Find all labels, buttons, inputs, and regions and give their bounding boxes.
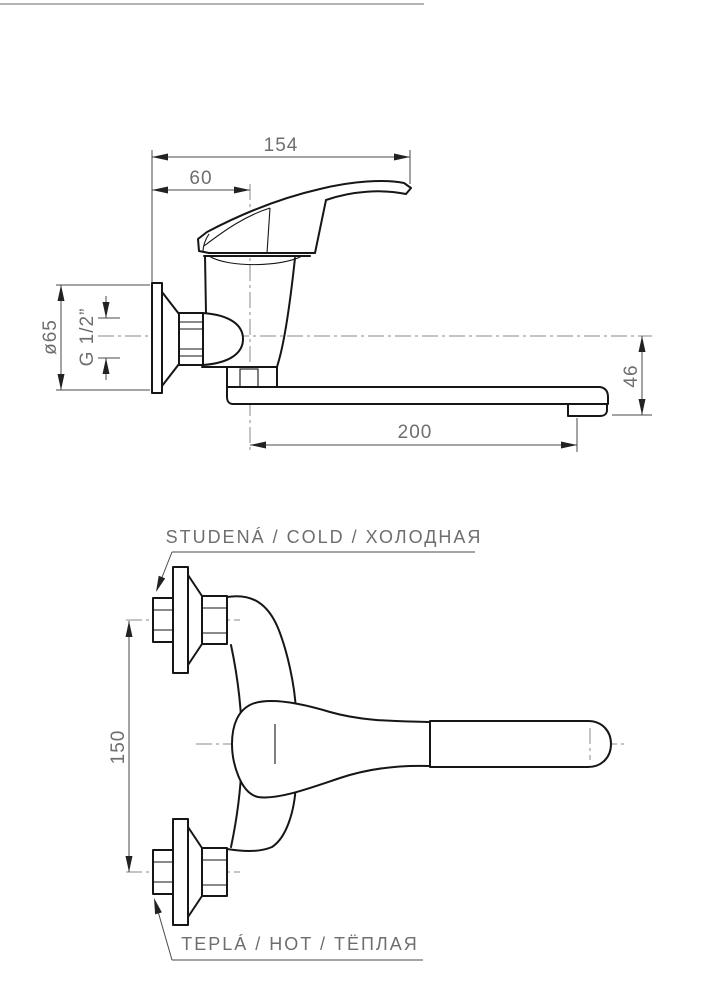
front-view: [108, 527, 624, 960]
hot-outer-nut: [153, 850, 173, 894]
hot-connection: [153, 819, 227, 925]
dim-150: [108, 621, 133, 872]
body-left-edge: [205, 256, 206, 313]
dim-60-text: 60: [189, 168, 213, 189]
rosette-cone: [162, 292, 179, 386]
dim-46-text: 46: [621, 364, 642, 388]
dim-200: [250, 418, 577, 452]
handle-lever: [198, 181, 411, 253]
spout-tube: [227, 387, 608, 404]
dim-thread-text: G 1/2”: [77, 307, 98, 367]
wall-rosette-plate: [152, 283, 162, 393]
cold-water-label: STUDENÁ / COLD / ХОЛОДНАЯ: [165, 527, 483, 547]
cold-connection: [153, 567, 227, 673]
arrowhead: [394, 154, 410, 161]
hot-rosette-plate: [173, 819, 188, 925]
front-spout-tube: [430, 721, 611, 767]
body-top-arc: [209, 256, 302, 265]
front-handle-knob: [232, 701, 430, 798]
dim-150-text: 150: [108, 729, 129, 765]
connection-nut: [179, 313, 203, 365]
cold-outer-nut: [153, 598, 173, 642]
dim-thread: [77, 296, 120, 380]
dim-154-text: 154: [263, 135, 299, 156]
spout-holder-block: [227, 367, 277, 387]
eccentric-dome: [203, 313, 243, 365]
hot-leader-arrow: [154, 898, 162, 914]
hot-rosette-cone: [188, 827, 202, 917]
dim-65-text: ø65: [40, 319, 61, 355]
cold-rosette-cone: [188, 575, 202, 665]
cold-label-group: [156, 527, 482, 592]
arrowhead: [152, 154, 168, 161]
hot-inner-nut: [202, 848, 227, 896]
aerator: [568, 404, 607, 416]
dim-200-text: 200: [397, 422, 433, 443]
dim-60: [152, 168, 250, 194]
dim-46: [612, 336, 652, 415]
cold-leader-arrow: [156, 576, 165, 592]
body-outline-upper: [227, 596, 296, 712]
cold-rosette-plate: [173, 567, 188, 673]
cold-inner-nut: [202, 596, 227, 644]
body-right-edge: [277, 258, 295, 367]
hot-water-label: TEPLÁ / HOT / ТЁПЛАЯ: [181, 934, 419, 954]
side-view: [40, 135, 652, 452]
